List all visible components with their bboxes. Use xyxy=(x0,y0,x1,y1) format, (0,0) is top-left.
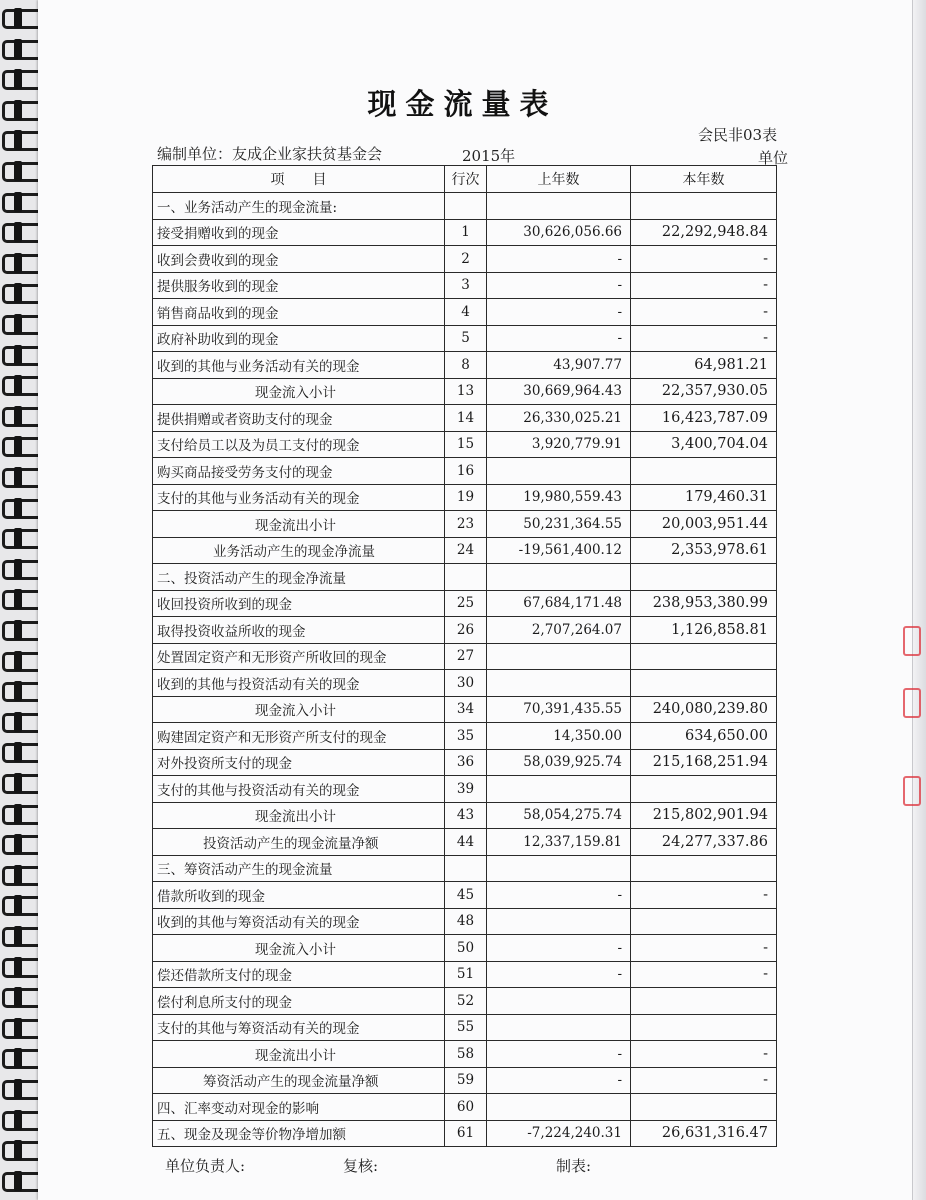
table-row xyxy=(153,219,777,246)
table-row xyxy=(153,299,777,326)
row-current-year-amount xyxy=(631,1014,777,1041)
row-current-year-amount: 16,423,787.09 xyxy=(631,405,777,432)
row-prior-year-amount: 70,391,435.55 xyxy=(487,696,631,723)
row-line-no: 1 xyxy=(445,219,487,246)
row-item: 四、汇率变动对现金的影响 xyxy=(153,1094,445,1121)
row-prior-year-amount: 19,980,559.43 xyxy=(487,484,631,511)
table-row xyxy=(153,1067,777,1094)
row-line-no: 60 xyxy=(445,1094,487,1121)
row-current-year-amount: 3,400,704.04 xyxy=(631,431,777,458)
row-current-year-amount: - xyxy=(631,246,777,273)
row-item: 收回投资所收到的现金 xyxy=(153,590,445,617)
row-item: 对外投资所支付的现金 xyxy=(153,749,445,776)
row-line-no xyxy=(445,855,487,882)
table-row xyxy=(153,1014,777,1041)
table-row xyxy=(153,935,777,962)
row-line-no: 30 xyxy=(445,670,487,697)
row-line-no: 61 xyxy=(445,1120,487,1147)
row-current-year-amount xyxy=(631,670,777,697)
unit-label: 单位 xyxy=(758,149,789,167)
row-line-no xyxy=(445,193,487,220)
row-line-no xyxy=(445,564,487,591)
table-row xyxy=(153,537,777,564)
row-line-no: 26 xyxy=(445,617,487,644)
row-prior-year-amount: 58,054,275.74 xyxy=(487,802,631,829)
red-seal-stamp xyxy=(899,626,925,826)
row-current-year-amount xyxy=(631,1094,777,1121)
row-item: 支付的其他与投资活动有关的现金 xyxy=(153,776,445,803)
row-prior-year-amount: 58,039,925.74 xyxy=(487,749,631,776)
preparer-label: 制表: xyxy=(556,1157,592,1175)
row-item: 业务活动产生的现金净流量 xyxy=(153,537,445,564)
row-current-year-amount: 179,460.31 xyxy=(631,484,777,511)
row-item: 收到的其他与筹资活动有关的现金 xyxy=(153,908,445,935)
row-current-year-amount: - xyxy=(631,961,777,988)
row-prior-year-amount xyxy=(487,988,631,1015)
row-item: 购买商品接受劳务支付的现金 xyxy=(153,458,445,485)
row-prior-year-amount xyxy=(487,564,631,591)
row-current-year-amount xyxy=(631,643,777,670)
row-current-year-amount xyxy=(631,564,777,591)
table-row xyxy=(153,564,777,591)
table-row xyxy=(153,1041,777,1068)
row-prior-year-amount: 14,350.00 xyxy=(487,723,631,750)
row-prior-year-amount xyxy=(487,855,631,882)
row-current-year-amount: - xyxy=(631,935,777,962)
row-line-no: 14 xyxy=(445,405,487,432)
row-prior-year-amount: 3,920,779.91 xyxy=(487,431,631,458)
table-row xyxy=(153,908,777,935)
row-line-no: 39 xyxy=(445,776,487,803)
row-current-year-amount: - xyxy=(631,325,777,352)
row-line-no: 34 xyxy=(445,696,487,723)
table-row xyxy=(153,670,777,697)
row-prior-year-amount xyxy=(487,193,631,220)
row-prior-year-amount: 67,684,171.48 xyxy=(487,590,631,617)
row-current-year-amount: 24,277,337.86 xyxy=(631,829,777,856)
row-prior-year-amount: 30,669,964.43 xyxy=(487,378,631,405)
row-item: 处置固定资产和无形资产所收回的现金 xyxy=(153,643,445,670)
table-row xyxy=(153,776,777,803)
row-prior-year-amount: -7,224,240.31 xyxy=(487,1120,631,1147)
row-prior-year-amount: - xyxy=(487,1041,631,1068)
row-prior-year-amount: 43,907.77 xyxy=(487,352,631,379)
row-line-no: 16 xyxy=(445,458,487,485)
row-prior-year-amount xyxy=(487,670,631,697)
report-year: 2015年 xyxy=(462,147,516,165)
row-prior-year-amount: - xyxy=(487,935,631,962)
row-item: 偿付利息所支付的现金 xyxy=(153,988,445,1015)
header-current-year: 本年数 xyxy=(631,166,777,193)
table-row xyxy=(153,749,777,776)
responsible-person-label: 单位负责人: xyxy=(165,1157,246,1175)
row-item: 五、现金及现金等价物净增加额 xyxy=(153,1120,445,1147)
form-code: 会民非03表 xyxy=(698,126,778,144)
row-prior-year-amount: - xyxy=(487,961,631,988)
row-line-no: 45 xyxy=(445,882,487,909)
row-item: 偿还借款所支付的现金 xyxy=(153,961,445,988)
table-row xyxy=(153,802,777,829)
row-prior-year-amount xyxy=(487,458,631,485)
row-item: 一、业务活动产生的现金流量: xyxy=(153,193,445,220)
table-row xyxy=(153,352,777,379)
table-row xyxy=(153,696,777,723)
row-item: 现金流入小计 xyxy=(153,935,445,962)
row-prior-year-amount xyxy=(487,776,631,803)
row-item: 现金流出小计 xyxy=(153,802,445,829)
row-item: 提供捐赠或者资助支付的现金 xyxy=(153,405,445,432)
row-item: 三、筹资活动产生的现金流量 xyxy=(153,855,445,882)
table-row xyxy=(153,882,777,909)
row-line-no: 35 xyxy=(445,723,487,750)
row-item: 借款所收到的现金 xyxy=(153,882,445,909)
cash-flow-table xyxy=(152,165,777,1147)
row-prior-year-amount xyxy=(487,1094,631,1121)
row-item: 支付给员工以及为员工支付的现金 xyxy=(153,431,445,458)
row-current-year-amount: 22,292,948.84 xyxy=(631,219,777,246)
row-item: 取得投资收益所收的现金 xyxy=(153,617,445,644)
row-line-no: 58 xyxy=(445,1041,487,1068)
table-row xyxy=(153,378,777,405)
row-current-year-amount: 215,168,251.94 xyxy=(631,749,777,776)
row-line-no: 8 xyxy=(445,352,487,379)
row-prior-year-amount: - xyxy=(487,299,631,326)
table-row xyxy=(153,617,777,644)
row-current-year-amount: 238,953,380.99 xyxy=(631,590,777,617)
row-line-no: 15 xyxy=(445,431,487,458)
row-current-year-amount: - xyxy=(631,299,777,326)
row-item: 政府补助收到的现金 xyxy=(153,325,445,352)
table-row xyxy=(153,431,777,458)
row-item: 投资活动产生的现金流量净额 xyxy=(153,829,445,856)
row-item: 收到的其他与投资活动有关的现金 xyxy=(153,670,445,697)
row-item: 现金流入小计 xyxy=(153,378,445,405)
row-line-no: 4 xyxy=(445,299,487,326)
row-prior-year-amount: 30,626,056.66 xyxy=(487,219,631,246)
row-line-no: 48 xyxy=(445,908,487,935)
row-prior-year-amount: 50,231,364.55 xyxy=(487,511,631,538)
header-line-no: 行次 xyxy=(445,166,487,193)
row-current-year-amount: 64,981.21 xyxy=(631,352,777,379)
table-row xyxy=(153,829,777,856)
row-current-year-amount: 26,631,316.47 xyxy=(631,1120,777,1147)
header-item: 项 目 xyxy=(153,166,445,193)
row-line-no: 27 xyxy=(445,643,487,670)
row-current-year-amount xyxy=(631,458,777,485)
table-row xyxy=(153,193,777,220)
row-item: 支付的其他与业务活动有关的现金 xyxy=(153,484,445,511)
row-prior-year-amount xyxy=(487,643,631,670)
table-header-row xyxy=(153,166,777,193)
row-line-no: 50 xyxy=(445,935,487,962)
row-current-year-amount: - xyxy=(631,272,777,299)
row-current-year-amount: 22,357,930.05 xyxy=(631,378,777,405)
document-title: 现金流量表 xyxy=(367,87,558,121)
row-line-no: 3 xyxy=(445,272,487,299)
row-current-year-amount: 1,126,858.81 xyxy=(631,617,777,644)
row-item: 接受捐赠收到的现金 xyxy=(153,219,445,246)
row-prior-year-amount: - xyxy=(487,882,631,909)
row-line-no: 55 xyxy=(445,1014,487,1041)
row-line-no: 19 xyxy=(445,484,487,511)
row-prior-year-amount: 26,330,025.21 xyxy=(487,405,631,432)
table-row xyxy=(153,1120,777,1147)
row-current-year-amount: 634,650.00 xyxy=(631,723,777,750)
row-item: 收到会费收到的现金 xyxy=(153,246,445,273)
row-item: 筹资活动产生的现金流量净额 xyxy=(153,1067,445,1094)
row-line-no: 36 xyxy=(445,749,487,776)
cash-flow-table-wrap xyxy=(152,165,776,1147)
row-current-year-amount: - xyxy=(631,1067,777,1094)
row-line-no: 51 xyxy=(445,961,487,988)
table-body xyxy=(153,193,777,1147)
row-item: 现金流出小计 xyxy=(153,1041,445,1068)
row-line-no: 2 xyxy=(445,246,487,273)
row-current-year-amount xyxy=(631,776,777,803)
row-item: 购建固定资产和无形资产所支付的现金 xyxy=(153,723,445,750)
row-item: 销售商品收到的现金 xyxy=(153,299,445,326)
table-row xyxy=(153,272,777,299)
row-item: 现金流出小计 xyxy=(153,511,445,538)
row-prior-year-amount: - xyxy=(487,272,631,299)
row-current-year-amount: - xyxy=(631,1041,777,1068)
row-current-year-amount xyxy=(631,908,777,935)
table-row xyxy=(153,484,777,511)
row-line-no: 59 xyxy=(445,1067,487,1094)
row-line-no: 5 xyxy=(445,325,487,352)
table-row xyxy=(153,590,777,617)
row-prior-year-amount: - xyxy=(487,325,631,352)
table-row xyxy=(153,961,777,988)
table-row xyxy=(153,511,777,538)
table-row xyxy=(153,723,777,750)
row-line-no: 25 xyxy=(445,590,487,617)
row-item: 提供服务收到的现金 xyxy=(153,272,445,299)
row-prior-year-amount xyxy=(487,908,631,935)
row-line-no: 52 xyxy=(445,988,487,1015)
row-current-year-amount: - xyxy=(631,882,777,909)
table-row xyxy=(153,458,777,485)
row-current-year-amount xyxy=(631,988,777,1015)
row-item: 支付的其他与筹资活动有关的现金 xyxy=(153,1014,445,1041)
row-current-year-amount: 240,080,239.80 xyxy=(631,696,777,723)
row-prior-year-amount: - xyxy=(487,246,631,273)
row-current-year-amount: 2,353,978.61 xyxy=(631,537,777,564)
table-row xyxy=(153,405,777,432)
page-edge xyxy=(912,0,926,1200)
table-row xyxy=(153,643,777,670)
table-row xyxy=(153,988,777,1015)
row-item: 现金流入小计 xyxy=(153,696,445,723)
row-line-no: 23 xyxy=(445,511,487,538)
row-current-year-amount xyxy=(631,855,777,882)
table-row xyxy=(153,246,777,273)
row-prior-year-amount: -19,561,400.12 xyxy=(487,537,631,564)
header-prior-year: 上年数 xyxy=(487,166,631,193)
row-line-no: 24 xyxy=(445,537,487,564)
row-line-no: 44 xyxy=(445,829,487,856)
row-item: 二、投资活动产生的现金净流量 xyxy=(153,564,445,591)
row-line-no: 43 xyxy=(445,802,487,829)
row-current-year-amount xyxy=(631,193,777,220)
reviewer-label: 复核: xyxy=(343,1157,379,1175)
row-item: 收到的其他与业务活动有关的现金 xyxy=(153,352,445,379)
row-prior-year-amount: 2,707,264.07 xyxy=(487,617,631,644)
row-prior-year-amount: - xyxy=(487,1067,631,1094)
row-prior-year-amount xyxy=(487,1014,631,1041)
table-row xyxy=(153,325,777,352)
row-prior-year-amount: 12,337,159.81 xyxy=(487,829,631,856)
table-row xyxy=(153,1094,777,1121)
row-line-no: 13 xyxy=(445,378,487,405)
row-current-year-amount: 20,003,951.44 xyxy=(631,511,777,538)
table-row xyxy=(153,855,777,882)
row-current-year-amount: 215,802,901.94 xyxy=(631,802,777,829)
compiling-unit: 编制单位：友成企业家扶贫基金会 xyxy=(157,145,383,163)
